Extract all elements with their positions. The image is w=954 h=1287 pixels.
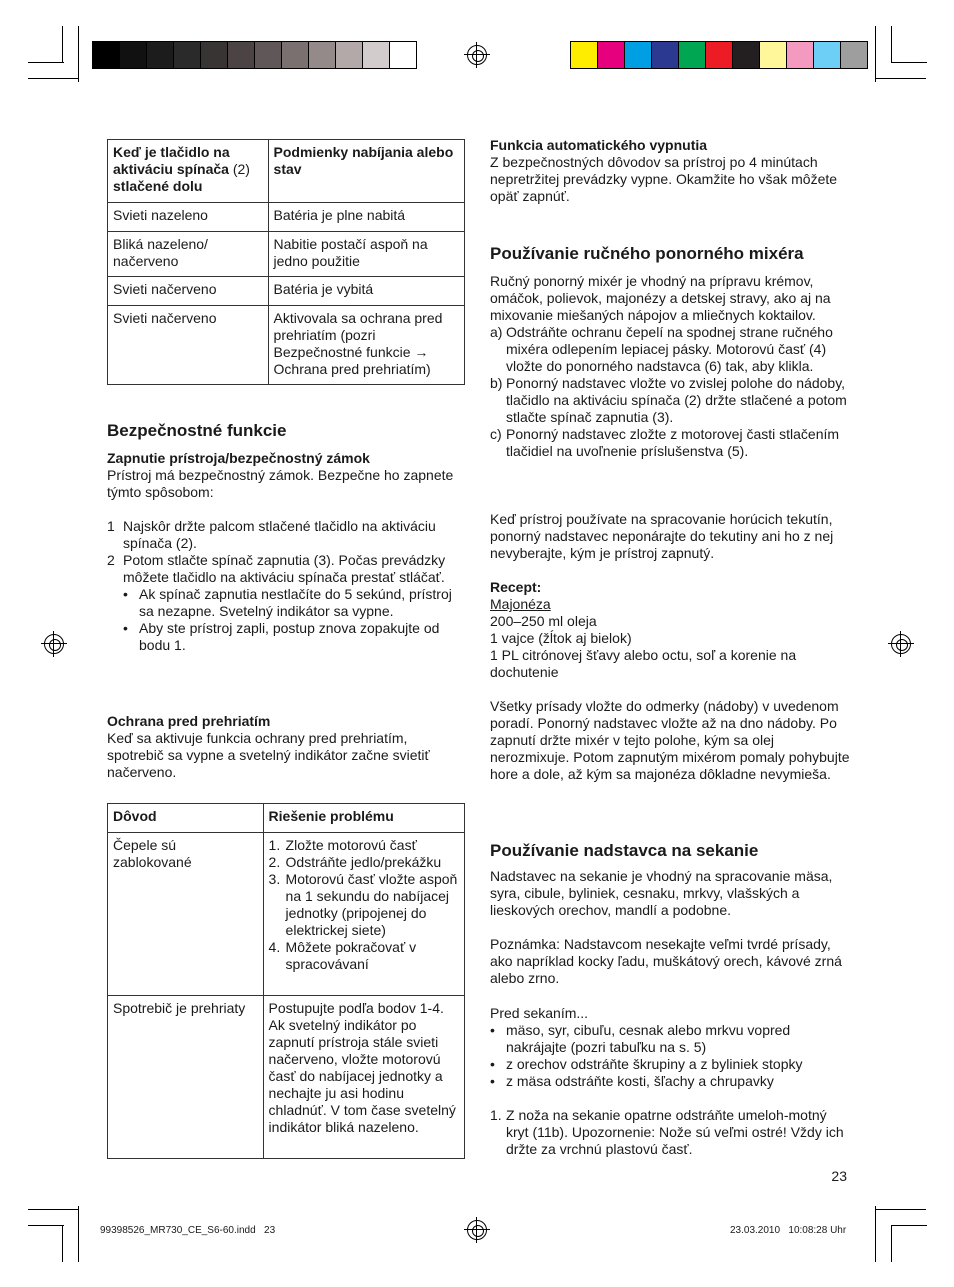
color-bar-color (570, 41, 867, 69)
crop-mark (891, 26, 892, 62)
chopper-section (490, 868, 850, 919)
section-title-safety: Bezpečnostné funkcie (107, 421, 287, 440)
bullet-icon: • (490, 1056, 495, 1072)
crop-mark (78, 1206, 79, 1262)
paragraph: Poznámka: Nadstavcom nesekajte veľmi tvrdé prísady, ako napríklad kocky ľadu, muškátový orech, kávové zrná alebo zrno. (490, 936, 842, 986)
recipe-section (490, 579, 850, 681)
subtitle-overheat: Ochrana pred prehriatím (107, 713, 271, 729)
recipe-method (490, 698, 850, 783)
table-cell: Batéria je vybitá (268, 277, 464, 306)
table-cell: Spotrebič je prehriaty (108, 996, 264, 1159)
list-item: 4. Môžete pokračovať v spracovávaní (268, 939, 417, 972)
section-title-blender: Používanie ručného ponorného mixéra (490, 244, 804, 263)
table-row (108, 996, 465, 1159)
color-swatch (813, 41, 841, 69)
crop-mark (62, 26, 63, 62)
chopper-prep (490, 1005, 850, 1090)
table-header-row (108, 140, 465, 203)
table-cell: Bliká nazeleno/ načerveno (108, 232, 269, 277)
paragraph: Pred sekaním... (490, 1005, 589, 1021)
hot-liquid-note (490, 511, 850, 562)
lock-steps-list (107, 518, 465, 654)
color-swatch (786, 41, 814, 69)
color-swatch (705, 41, 733, 69)
list-item: • mäso, syr, cibuľu, cesnak alebo mrkvu vopred nakrájajte (pozri tabuľku na s. 5) (490, 1022, 791, 1055)
color-swatch (840, 41, 868, 69)
paragraph: Nadstavec na sekanie je vhodný na spracovanie mäsa, syra, cibule, byliniek, cesnaku, mrkvy, vlašských a lieskových orechov, mandlí a podobne. (490, 868, 833, 918)
color-swatch (92, 41, 120, 69)
color-swatch (281, 41, 309, 69)
table-cell: Postupujte podľa bodov 1-4. Ak svetelný indikátor po zapnutí prístroja stále svieti načerveno, vložte motorovú časť do nabíjacej jednotky a nechajte ju asi hodinu chladnúť. V tom čase svetelný indikátor bliká nazeleno. (263, 996, 464, 1159)
table-row (108, 306, 465, 385)
recipe-name: Majonéza (490, 596, 551, 612)
slug-right: 23.03.2010 10:08:28 Uhr (730, 1225, 847, 1236)
table-row (108, 232, 465, 277)
paragraph: Ručný ponorný mixér je vhodný na prípravu krémov, omáčok, polievok, majonézy a detskej stravy, ako aj na mixovanie miešaných nápojov a mliečnych koktailov. (490, 273, 831, 323)
registration-mark-icon (467, 45, 487, 65)
ingredient: 1 vajce (žĺtok aj bielok) (490, 630, 632, 646)
bullet-icon: • (490, 1022, 495, 1038)
color-swatch (173, 41, 201, 69)
subtitle-auto-off: Funkcia automatického vypnutia (490, 137, 708, 153)
crop-mark (28, 78, 78, 79)
paragraph: Prístroj má bezpečnostný zámok. Bezpečne ho zapnete týmto spôsobom: (107, 467, 454, 500)
table-cell: Aktivovala sa ochrana pred prehriatím (pozri Bezpečnostné funkcie → Ochrana pred prehriatím) (268, 306, 464, 385)
chopper-steps (490, 1107, 850, 1158)
crop-mark (876, 1209, 926, 1210)
table-row (108, 833, 465, 996)
color-swatch (362, 41, 390, 69)
section-title-chopper: Používanie nadstavca na sekanie (490, 841, 759, 860)
list-item: 1. Zložte motorovú časť (268, 837, 417, 853)
color-swatch (119, 41, 147, 69)
table-cell: Svieti načerveno (108, 277, 269, 306)
table-cell: Nabitie postačí aspoň na jedno použitie (268, 232, 464, 277)
safety-lock-section (107, 450, 465, 501)
table-cell: Svieti načerveno (108, 306, 269, 385)
bullet-icon: • (123, 620, 128, 636)
registration-mark-icon (891, 634, 911, 654)
color-swatch (227, 41, 255, 69)
subtitle-lock: Zapnutie prístroja/bezpečnostný zámok (107, 450, 370, 466)
table-row (108, 203, 465, 232)
color-swatch (597, 41, 625, 69)
list-item: 1. Z noža na sekanie opatrne odstráňte umeloh-motný kryt (11b). Upozornenie: Nože sú veľmi ostré! Vždy ich držte za vrchnú plastovú časť. (490, 1107, 844, 1157)
table-cell: Svieti nazeleno (108, 203, 269, 232)
list-item: 1 Najskôr držte palcom stlačené tlačidlo na aktiváciu spínača (2). (107, 518, 436, 551)
crop-mark (875, 26, 876, 82)
color-swatch (335, 41, 363, 69)
color-swatch (389, 41, 417, 69)
color-swatch (624, 41, 652, 69)
crop-mark (876, 78, 926, 79)
list-item: a) Odstráňte ochranu čepelí na spodnej strane ručného mixéra odlepením lepiacej pásky. Motorovú časť (4) vložte do ponorného nadstavca (6) tak, aby klikla. (490, 324, 833, 374)
color-swatch (570, 41, 598, 69)
recipe-label: Recept: (490, 579, 542, 595)
crop-mark (28, 1209, 78, 1210)
color-swatch (146, 41, 174, 69)
chopper-note (490, 936, 850, 987)
color-swatch (732, 41, 760, 69)
crop-mark (891, 1226, 892, 1262)
crop-mark (78, 26, 79, 82)
table-header-cell: Riešenie problému (263, 804, 464, 833)
paragraph: Všetky prísady vložte do odmerky (nádoby) v uvedenom poradí. Ponorný nadstavec vložte až na dno nádoby. Po zapnutí držte mixér v tejto polohe, kým sa olej nerozmixuje. Potom zapnutým mixérom pomaly pohybujte hore a dole, až kým sa majonéza dôkladne nevymieša. (490, 698, 850, 782)
registration-mark-icon (44, 634, 64, 654)
paragraph: Keď sa aktivuje funkcia ochrany pred prehriatím, spotrebič sa vypne a svetelný indikátor začne svietiť načerveno. (107, 730, 430, 780)
list-item: • z orechov odstráňte škrupiny a z byliniek stopky (490, 1056, 803, 1072)
table-cell: Čepele sú zablokované (108, 833, 264, 996)
crop-mark (28, 1225, 64, 1226)
paragraph: Z bezpečnostných dôvodov sa prístroj po 4 minútach nepretržitej prevádzky vypne. Okamžite ho však môžete opäť zapnúť. (490, 154, 838, 204)
list-item: • Aby ste prístroj zapli, postup znova zopakujte od bodu 1. (123, 620, 440, 653)
color-bar-gray (92, 41, 416, 69)
crop-mark (891, 62, 927, 63)
color-swatch (200, 41, 228, 69)
color-swatch (308, 41, 336, 69)
ingredient: 1 PL citrónovej šťavy alebo octu, soľ a korenie na dochutenie (490, 647, 797, 680)
table-header-cell: Keď je tlačidlo na aktiváciu spínača (2) stlačené dolu (108, 140, 269, 203)
list-item: 2 Potom stlačte spínač zapnutia (3). Počas prevádzky môžete tlačidlo na aktiváciu spínača prestať stláčať. (107, 552, 446, 585)
list-item: b) Ponorný nadstavec vložte vo zvislej polohe do nádoby, tlačidlo na aktiváciu spínača (2) držte stlačené a potom stlačte spínač zapnutia (3). (490, 375, 847, 425)
crop-mark (62, 1226, 63, 1262)
table-header-row (108, 804, 465, 833)
color-swatch (678, 41, 706, 69)
bullet-icon: • (123, 586, 128, 602)
registration-mark-icon (467, 1220, 487, 1240)
overheat-section (107, 713, 465, 781)
bullet-icon: • (490, 1073, 495, 1089)
auto-off-section (490, 137, 850, 205)
list-item: • z mäsa odstráňte kosti, šľachy a chrupavky (490, 1073, 774, 1089)
table-row (108, 277, 465, 306)
list-item: 2. Odstráňte jedlo/prekážku (268, 854, 442, 870)
blender-section (490, 273, 850, 460)
slug-left: 99398526_MR730_CE_S6-60.indd 23 (100, 1225, 276, 1236)
list-item: • Ak spínač zapnutia nestlačíte do 5 sekúnd, prístroj sa nezapne. Svetelný indikátor sa vypne. (123, 586, 452, 619)
troubleshooting-table (107, 803, 465, 1159)
crop-mark (891, 1225, 927, 1226)
color-swatch (759, 41, 787, 69)
table-header-cell: Dôvod (108, 804, 264, 833)
crop-mark (28, 62, 64, 63)
table-header-cell: Podmienky nabíjania alebo stav (268, 140, 464, 203)
ingredient: 200–250 ml oleja (490, 613, 597, 629)
table-cell (263, 833, 464, 996)
color-swatch (651, 41, 679, 69)
page-number: 23 (831, 1168, 847, 1184)
list-item: c) Ponorný nadstavec zložte z motorovej časti stlačením tlačidiel na uvoľnenie príslušenstva (5). (490, 426, 840, 459)
paragraph: Keď prístroj používate na spracovanie horúcich tekutín, ponorný nadstavec neponárajte do tekutiny ani ho z nej nevyberajte, kým je prístroj zapnutý. (490, 511, 834, 561)
charge-status-table (107, 139, 465, 385)
table-cell: Batéria je plne nabitá (268, 203, 464, 232)
color-swatch (254, 41, 282, 69)
crop-mark (875, 1206, 876, 1262)
list-item: 3. Motorovú časť vložte aspoň na 1 sekundu do nabíjacej jednotky (pripojenej do elektrickej siete) (268, 871, 458, 938)
